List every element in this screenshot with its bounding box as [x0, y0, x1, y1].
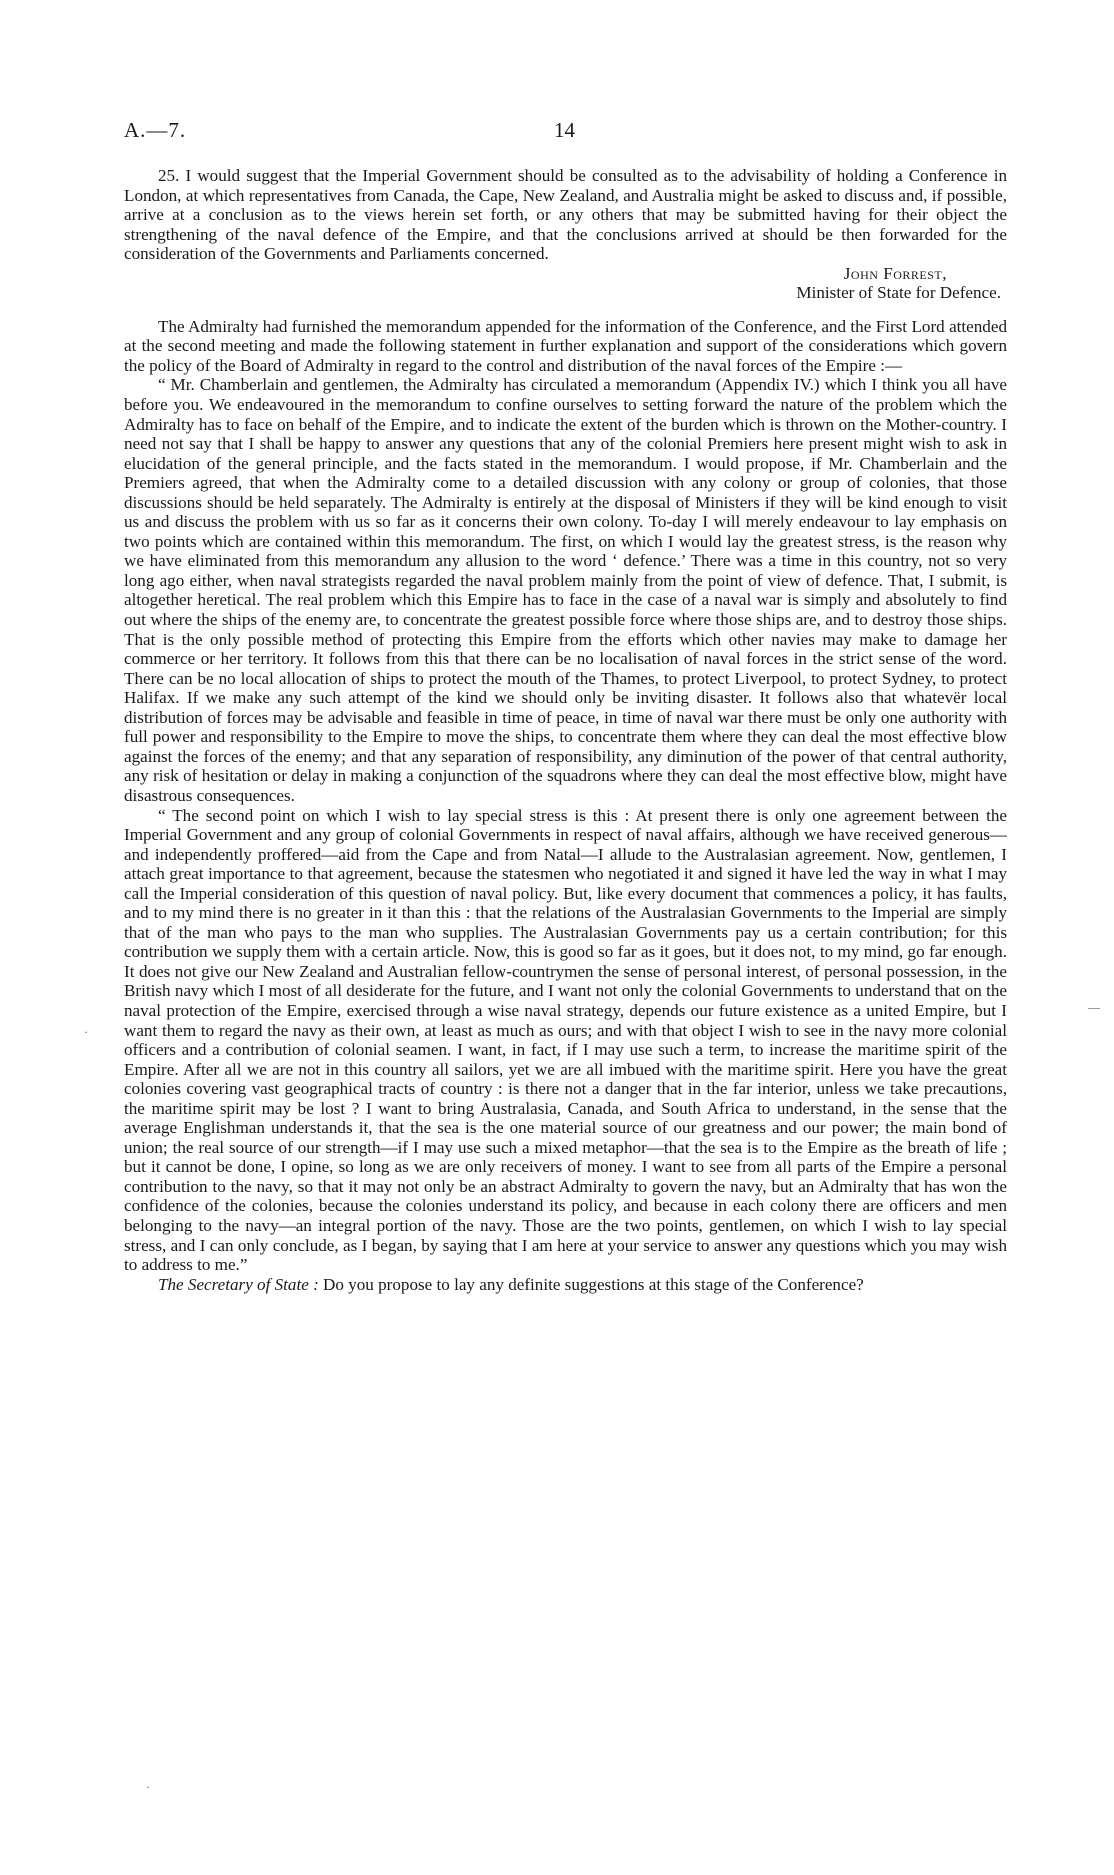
document-body [124, 166, 1007, 1294]
paragraph-gap [124, 303, 1007, 317]
page-number: 14 [554, 118, 575, 142]
secretary-question-paragraph [124, 1275, 1007, 1295]
speaker-label: The Secretary of State : [158, 1274, 319, 1294]
first-lord-speech-part-1: “ Mr. Chamberlain and gentlemen, the Admiralty has circulated a memorandum (Appendix IV.) which I think you all have before you. We endeavoured in the memorandum to confine ourselves to setting forward the nature of the problem which the Admiralty has to face on behalf of the Empire, and to indicate the extent of the burden which is thrown on the Mother-country. I need not say that I shall be happy to answer any questions that any of the colonial Premiers here present might wish to ask in elucidation of the general principle, and the facts stated in the memorandum. I would propose, if Mr. Chamberlain and the Premiers agreed, that when the Admiralty come to a detailed discussion with any colony or group of colonies, that those discussions should be held separately. The Admiralty is entirely at the disposal of Ministers if they will be kind enough to visit us and discuss the problem with us so far as it concerns their own colony. To-day I will merely endeavour to lay emphasis on two points which are contained within this memorandum. The first, on which I would lay the greatest stress, is the reason why we have eliminated from this memorandum any allusion to the word ‘ defence.’ There was a time in this country, not so very long ago either, when naval strategists regarded the naval problem mainly from the point of view of defence. That, I submit, is altogether heretical. The real problem which this Empire has to face in the case of a naval war is simply and absolutely to find out where the ships of the enemy are, to concentrate the greatest possible force where those ships are, and to destroy those ships. That is the only possible method of protecting this Empire from the efforts which other navies may make to damage her commerce or her territory. It follows from this that there can be no localisation of naval forces in the strict sense of the word. There can be no local allocation of ships to protect the mouth of the Thames, to protect Liverpool, to protect Sydney, to protect Halifax. If we make any such attempt of the kind we should only be inviting disaster. It follows also that whatevër local distribution of forces may be advisable and feasible in time of peace, in time of naval war there must be only one authority with full power and responsibility to the Empire to move the ships, to concentrate them where they can deal the most effective blow against the forces of the enemy; and that any separation of responsibility, any diminution of the power of that central authority, any risk of hesitation or delay in making a conjunction of the squadrons where they can deal the most effective blow, might have disastrous consequences. [124, 375, 1007, 805]
margin-dash: — [1088, 1000, 1100, 1014]
page-header [124, 118, 1004, 148]
margin-dot: · [84, 1025, 88, 1039]
paragraph-25: 25. I would suggest that the Imperial Government should be consulted as to the advisability of holding a Conference in London, at which representatives from Canada, the Cape, New Zealand, and Australia might be asked to discuss and, if possible, arrive at a conclusion as to the views herein set forth, or any others that may be submitted having for their object the strengthening of the naval defence of the Empire, and that the conclusions arrived at should be then forwarded for the consideration of the Governments and Parliaments concerned. [124, 166, 1007, 264]
signature-block [124, 264, 1007, 303]
signature-title: Minister of State for Defence. [796, 283, 1001, 303]
admiralty-intro-paragraph: The Admiralty had furnished the memorandum appended for the information of the Conference, and the First Lord attended at the second meeting and made the following statement in further explanation and support of the considerations which govern the policy of the Board of Admiralty in regard to the control and distribution of the naval forces of the Empire :— [124, 316, 1007, 375]
document-reference: A.—7. [124, 118, 187, 142]
first-lord-speech-part-2: “ The second point on which I wish to lay special stress is this : At present there is only one agreement between the Imperial Government and any group of colonial Governments in respect of naval affairs, although we have received generous—and independently proffered—aid from the Cape and from Natal—I allude to the Australasian agreement. Now, gentlemen, I attach great importance to that agreement, because the statesmen who negotiated it and signed it have led the way in what I may call the Imperial consideration of this question of naval policy. But, like every document that commences a policy, it has faults, and to my mind there is no greater in it than this : that the relations of the Australasian Governments to the Imperial are simply that of the man who pays to the man who supplies. The Australasian Governments pay us a certain contribution; for this contribution we supply them with a certain article. Now, this is good so far as it goes, but it does not, to my mind, go far enough. It does not give our New Zealand and Australian fellow-countrymen the sense of personal interest, of personal possession, in the British navy which I most of all desiderate for the future, and I want not only the colonial Governments to understand that on the naval protection of the Empire, exercised through a wise naval strategy, depends our future existence as a united Empire, but I want them to regard the navy as their own, at least as much as ours; and with that object I wish to see in the navy more colonial officers and a contribution of colonial seamen. I want, in fact, if I may use such a term, to increase the maritime spirit of the Empire. After all we are not in this country all sailors, yet we are all imbued with the maritime spirit. Here you have the great colonies covering vast geographical tracts of country : is there not a danger that in the far interior, unless we take precautions, the maritime spirit may be lost ? I want to bring Australasia, Canada, and South Africa to understand, in the sense that the average Englishman understands it, that the sea is the one material source of our greatness and our power; the main bond of union; the real source of our strength—if I may use such a mixed metaphor—that the sea is to the Empire as the breath of life ; but it cannot be done, I opine, so long as we are only receivers of money. I want to see from all parts of the Empire a personal contribution to the navy, so that it may not only be an abstract Admiralty to govern the navy, but an Admiralty that has won the confidence of the colonies, because the colonies understand its policy, and because in each colony there are officers and men belonging to the navy—an integral portion of the navy. Those are the two points, gentlemen, on which I wish to lay special stress, and I can only conclude, as I began, by saying that I am here at your service to answer any questions which you may wish to address to me.” [124, 805, 1007, 1275]
signature-name: John Forrest, [843, 263, 947, 283]
secretary-question-text: Do you propose to lay any definite suggestions at this stage of the Conference? [323, 1274, 864, 1294]
margin-dot-lower: · [146, 1780, 150, 1794]
